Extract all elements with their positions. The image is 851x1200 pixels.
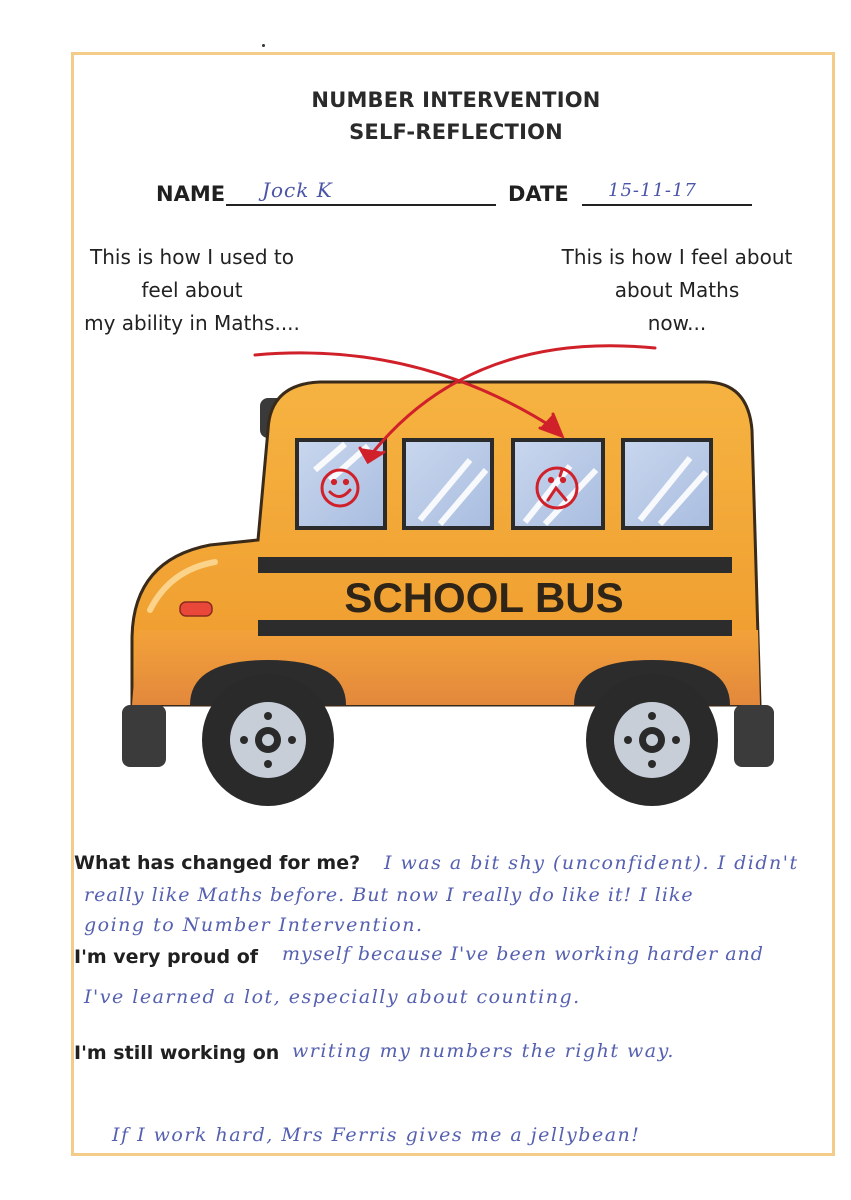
date-label: DATE <box>508 182 569 206</box>
before-caption-line-1: This is how I used to <box>90 245 294 269</box>
proud-answer-line-1: myself because I've been working harder and <box>282 943 764 965</box>
working-label: I'm still working on <box>74 1042 280 1064</box>
footnote: If I work hard, Mrs Ferris gives me a jellybean! <box>112 1124 641 1146</box>
rear-wheel <box>586 674 718 806</box>
upper-stripe <box>258 557 732 573</box>
title-line-2: SELF-REFLECTION <box>349 120 563 144</box>
before-caption-line-2: feel about <box>141 278 243 302</box>
date-value: 15-11-17 <box>608 180 697 201</box>
front-bumper <box>122 705 166 767</box>
name-label: NAME <box>156 182 226 206</box>
bus-sign: SCHOOL BUS <box>344 574 624 621</box>
name-value: Jock K <box>262 178 333 202</box>
title-line-1: NUMBER INTERVENTION <box>311 88 601 112</box>
now-caption-line-3: now... <box>647 311 707 335</box>
changed-answer-line-2: really like Maths before. But now I really do like it! I like <box>84 884 694 906</box>
proud-label: I'm very proud of <box>74 946 259 968</box>
before-caption-line-3: my ability in Maths.... <box>84 311 300 335</box>
rear-bumper <box>734 705 774 767</box>
changed-answer-line-1: I was a bit shy (unconfident). I didn't <box>384 852 799 874</box>
side-marker-light <box>180 602 212 616</box>
changed-answer-line-3: going to Number Intervention. <box>84 914 424 936</box>
proud-answer-line-2: I've learned a lot, especially about counting. <box>84 986 581 1008</box>
now-caption-line-2: about Maths <box>614 278 740 302</box>
front-wheel <box>202 674 334 806</box>
changed-label: What has changed for me? <box>74 852 361 874</box>
working-answer: writing my numbers the right way. <box>292 1040 675 1062</box>
lower-stripe <box>258 620 732 636</box>
now-caption-line-1: This is how I feel about <box>561 245 793 269</box>
